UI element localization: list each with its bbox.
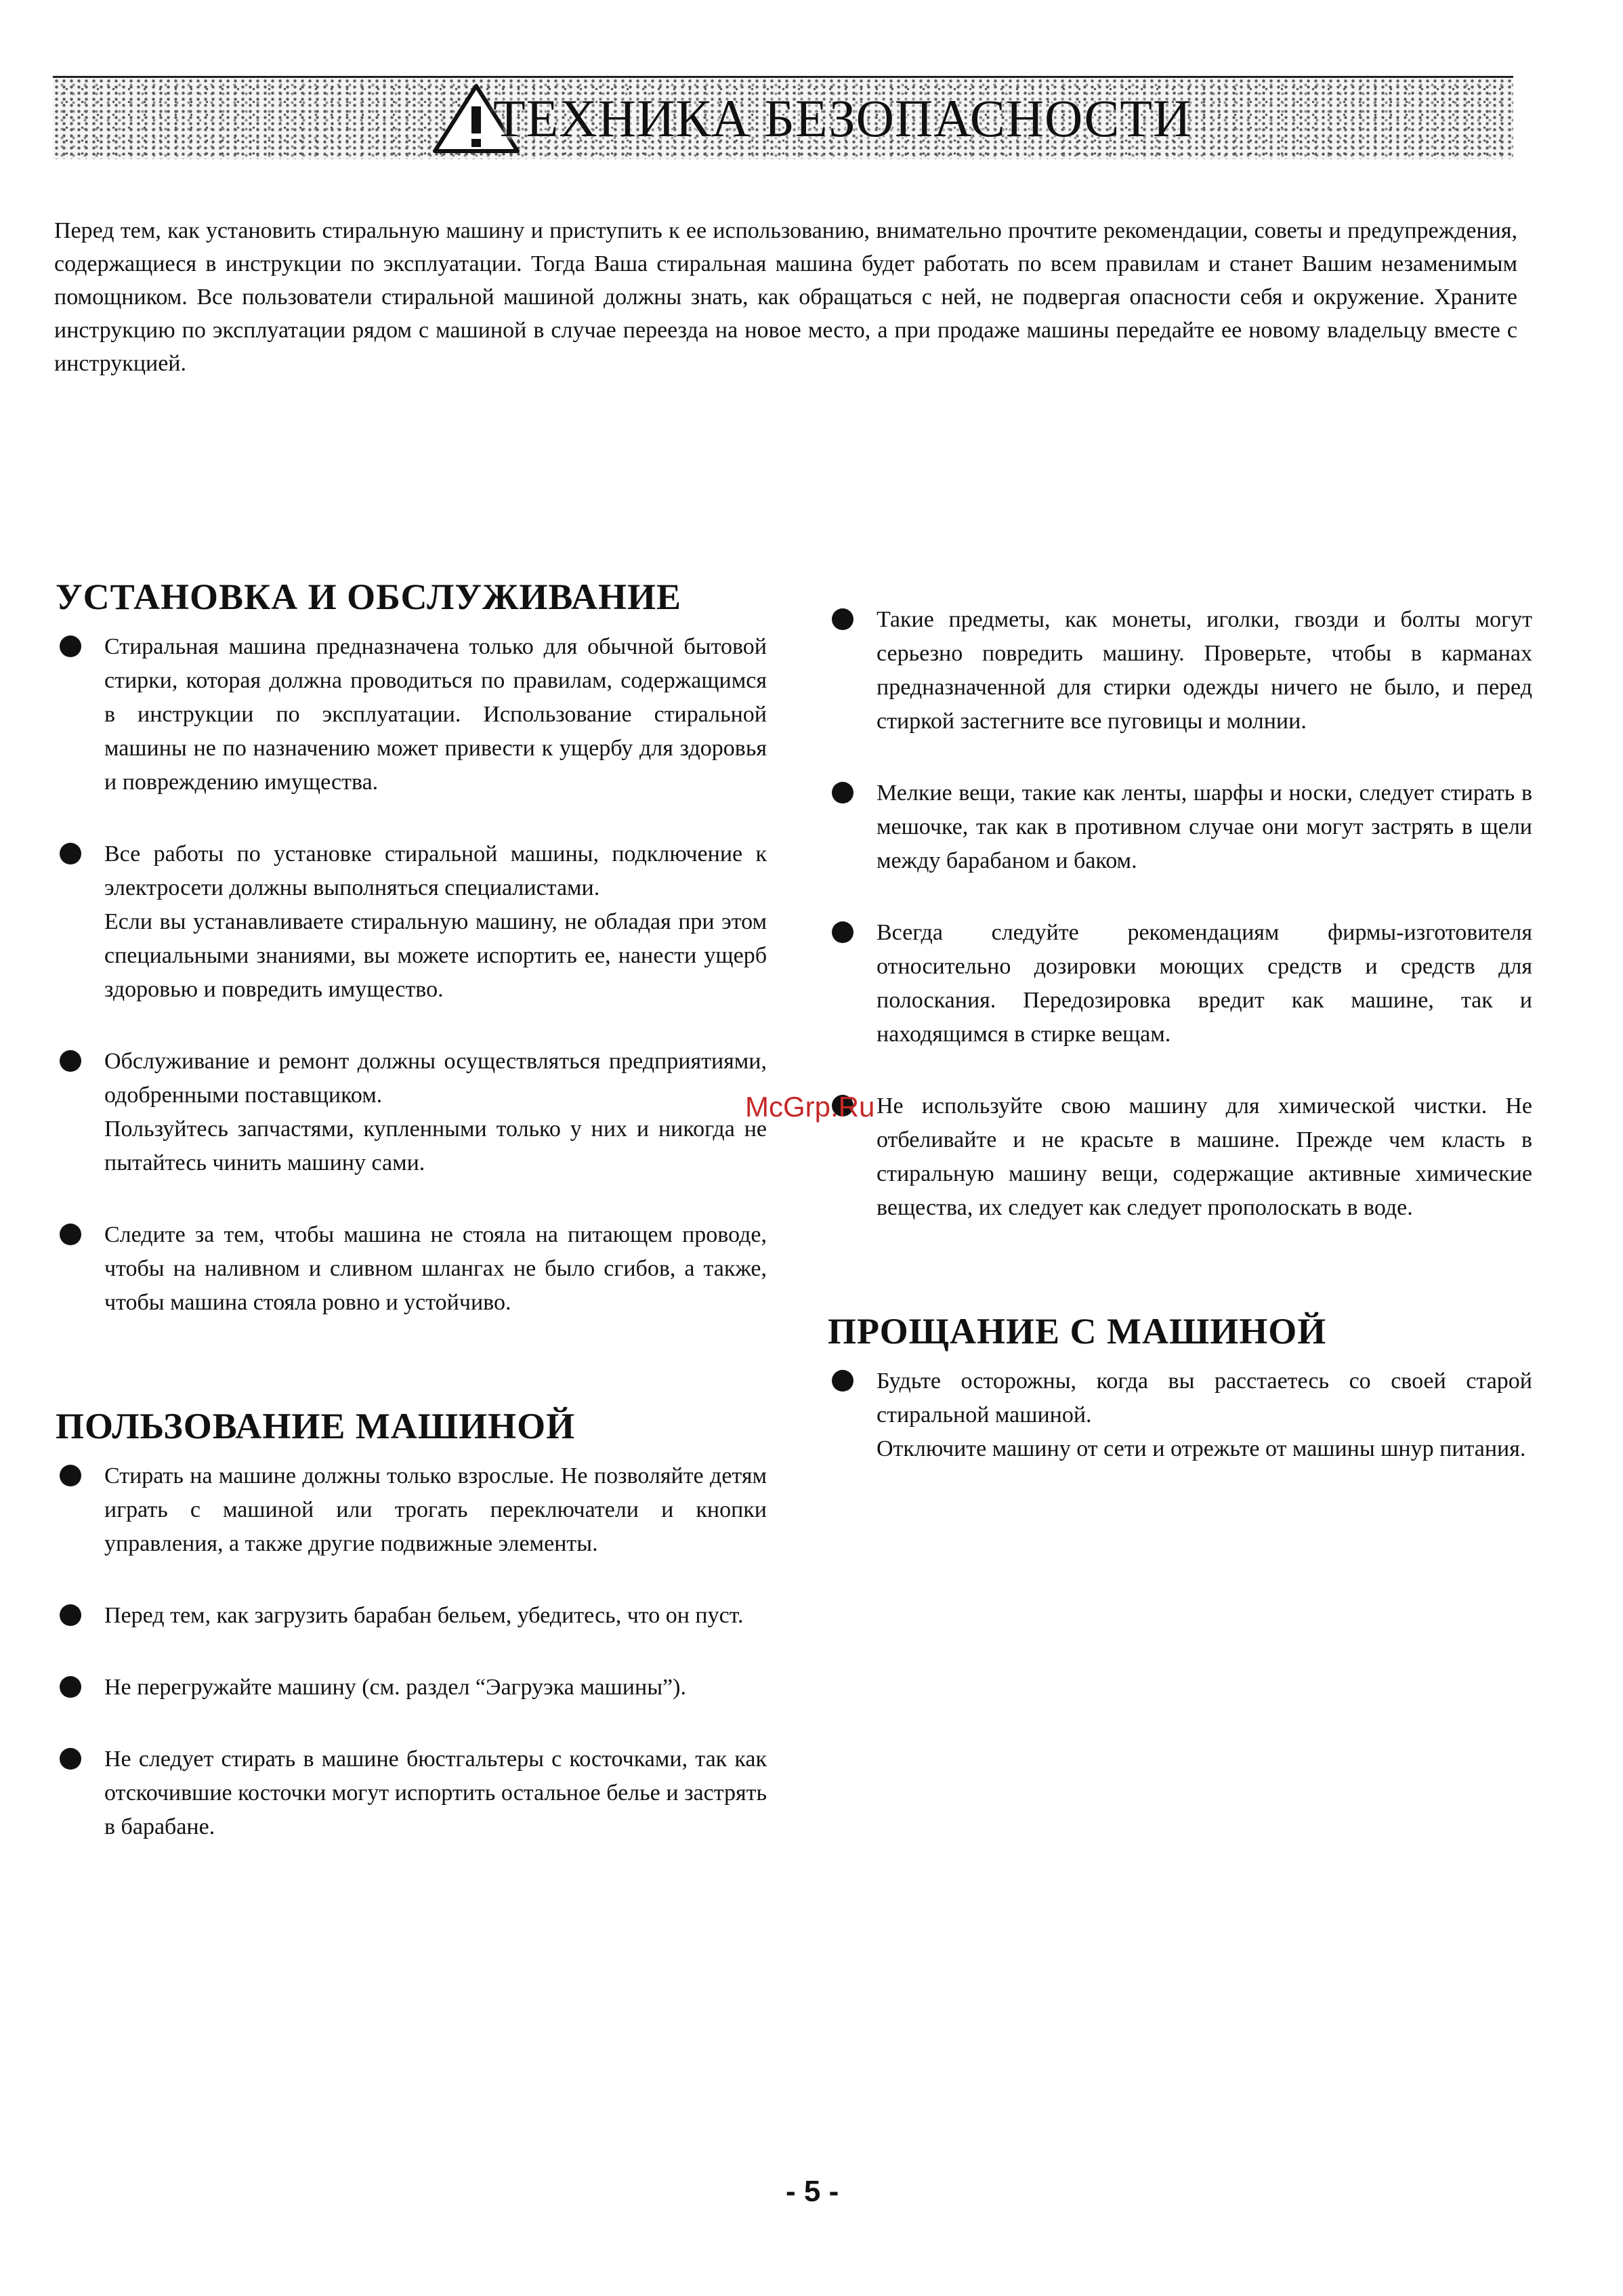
- section-spacer: [56, 1358, 767, 1405]
- bullet-icon: [832, 608, 853, 630]
- list-item: [56, 1671, 767, 1705]
- item-text: Мелкие вещи, такие как ленты, шарфы и носки, следует стирать в мешочке, так как в противном случае они могут застрять в щели между барабаном и баком.: [877, 780, 1532, 873]
- bullet-icon: [60, 843, 81, 864]
- bullet-icon: [832, 1370, 853, 1392]
- item-text: Стирать на машине должны только взрослые. Не позволяйте детям играть с машиной или трогать переключатели и кнопки управления, а также другие подвижные элементы.: [104, 1463, 767, 1556]
- list-item: [828, 1089, 1532, 1225]
- list-item: [828, 1364, 1532, 1466]
- bullet-icon: [60, 1676, 81, 1698]
- bullet-icon: [832, 782, 853, 803]
- header-banner: [53, 76, 1513, 159]
- item-text-continued: Если вы устанавливаете стиральную машину, не обладая при этом специальными знаниями, вы можете испортить ее, нанести ущерб здоровью и повредить имущество.: [104, 909, 767, 1002]
- farewell-list: [828, 1364, 1532, 1466]
- right-column: [828, 603, 1532, 1504]
- bullet-icon: [60, 1604, 81, 1626]
- intro-paragraph: Перед тем, как установить стиральную машину и приступить к ее использованию, внимательно прочтите рекомендации, советы и предупреждения, содержащиеся в инструкции по эксплуатации. Тогда Ваша стиральная машина будет работать по всем правилам и станет Вашим незаменимым помощником. Все пользователи стиральной машиной должны знать, как обращаться с ней, не подвергая опасности себя и окружение. Храните инструкцию по эксплуатации рядом с машиной в случае переезда на новое место, а при продаже машины передайте ее новому владельцу вместе с инструкцией.: [54, 218, 1517, 376]
- right-list: [828, 603, 1532, 1225]
- bullet-icon: [60, 635, 81, 657]
- item-text: Такие предметы, как монеты, иголки, гвозди и болты могут серьезно повредить машину. Проверьте, чтобы в карманах предназначенной для стирки одежды ничего не было, и перед стиркой застегните все пуговицы и молнии.: [877, 607, 1532, 734]
- page-number: - 5 -: [786, 2175, 839, 2208]
- usage-list: [56, 1459, 767, 1844]
- bullet-icon: [60, 1224, 81, 1245]
- install-list: [56, 630, 767, 1320]
- page-title: ТЕХНИКА БЕЗОПАСНОСТИ: [493, 89, 1192, 148]
- section-title-farewell: ПРОЩАНИЕ С МАШИНОЙ: [828, 1311, 1327, 1352]
- section-title-install: УСТАНОВКА И ОБСЛУЖИВАНИЕ: [56, 577, 682, 617]
- item-text-continued: Отключите машину от сети и отрежьте от машины шнур питания.: [877, 1436, 1526, 1461]
- item-text: Обслуживание и ремонт должны осуществляться предприятиями, одобренными поставщиком.: [104, 1049, 767, 1108]
- item-text: Следите за тем, чтобы машина не стояла на питающем проводе, чтобы на наливном и сливном шлангах не было сгибов, а также, чтобы машина стояла ровно и устойчиво.: [104, 1222, 767, 1315]
- item-text: Стиральная машина предназначена только для обычной бытовой стирки, которая должна проводиться по правилам, содержащимся в инструкции по эксплуатации. Использование стиральной машины не по назначению может привести к ущербу для здоровья и повреждению имущества.: [104, 634, 767, 795]
- list-item: [56, 1218, 767, 1320]
- bullet-icon: [60, 1748, 81, 1770]
- watermark: McGrp.Ru: [745, 1091, 875, 1123]
- item-text: Будьте осторожны, когда вы расстаетесь со своей старой стиральной машиной.: [877, 1369, 1532, 1427]
- list-item: [828, 916, 1532, 1051]
- list-item: [56, 1045, 767, 1180]
- item-text-continued: Пользуйтесь запчастями, купленными только у них и никогда не пытайтесь чинить машину сами.: [104, 1116, 767, 1175]
- header-title-group: [432, 83, 1192, 154]
- section-spacer: [828, 1263, 1532, 1310]
- list-item: [56, 1599, 767, 1633]
- section-title-usage: ПОЛЬЗОВАНИЕ МАШИНОЙ: [56, 1406, 576, 1446]
- item-text: Всегда следуйте рекомендациям фирмы-изготовителя относительно дозировки моющих средств и средств для полоскания. Передозировка вредит как машине, так и находящимся в стирке вещам.: [877, 920, 1532, 1047]
- bullet-icon: [60, 1050, 81, 1072]
- list-item: [56, 630, 767, 799]
- item-text: Не следует стирать в машине бюстгальтеры с косточками, так как отскочившие косточки могут испортить остальное белье и застрять в барабане.: [104, 1747, 767, 1839]
- list-item: [828, 776, 1532, 878]
- item-text: Не перегружайте машину (см. раздел “Эагруэка машины”).: [104, 1675, 686, 1700]
- item-text: Перед тем, как загрузить барабан бельем, убедитесь, что он пуст.: [104, 1603, 744, 1628]
- bullet-icon: [60, 1465, 81, 1486]
- list-item: [56, 1459, 767, 1561]
- bullet-icon: [832, 921, 853, 943]
- item-text: Все работы по установке стиральной машины, подключение к электросети должны выполняться специалистами.: [104, 841, 767, 900]
- list-item: [56, 837, 767, 1007]
- left-column: [56, 576, 767, 1882]
- item-text: Не используйте свою машину для химической чистки. Не отбеливайте и не красьте в машине. Прежде чем класть в стиральную машину вещи, содержащие активные химические вещества, их следует как следует прополоскать в воде.: [877, 1093, 1532, 1220]
- list-item: [56, 1742, 767, 1844]
- list-item: [828, 603, 1532, 738]
